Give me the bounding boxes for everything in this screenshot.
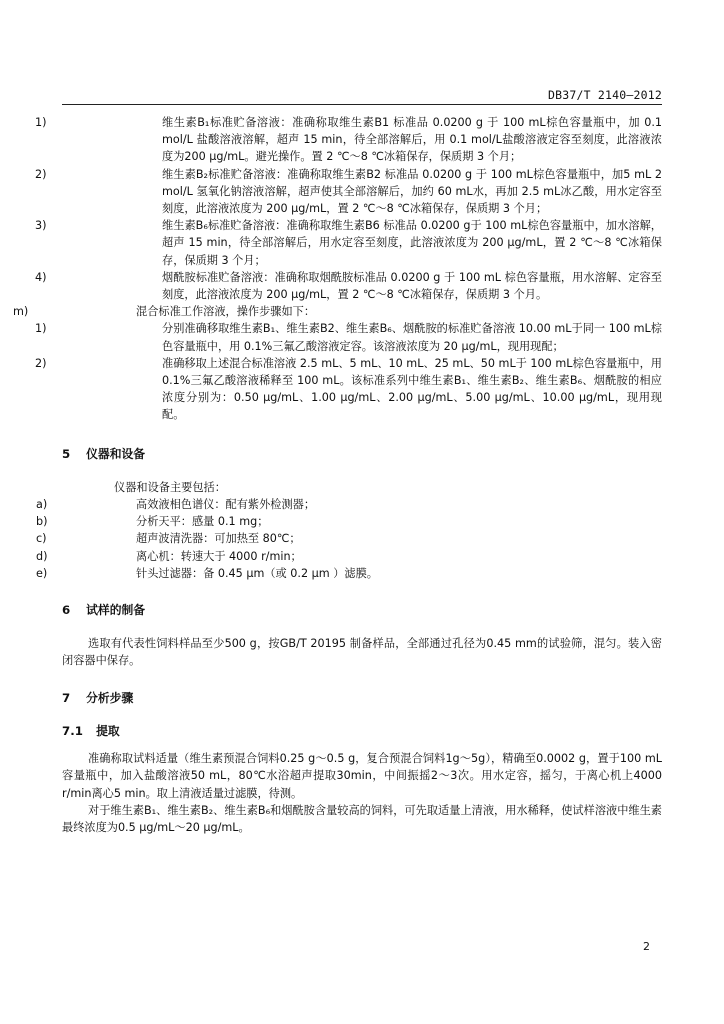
paragraph: [62, 802, 662, 836]
list-marker: m): [13, 305, 29, 319]
list-item: [35, 217, 662, 269]
section-title: 试样的制备: [86, 603, 146, 618]
list-item: [36, 530, 662, 547]
list-text: 高效液相色谱仪：配有紫外检测器；: [136, 498, 316, 512]
list-item: [35, 355, 662, 424]
list-text: 准确移取上述混合标准溶液 2.5 mL、5 mL、10 mL、25 mL、50 mL于 100 mL棕色容量瓶中，用 0.1%三氟乙酸溶液稀释至 100 mL。该标准系列中维生素B₁、维生素B₂、维生素B₆、烟酰胺的相应浓度分别为：0.50 μg/mL、1.00 μg/mL、2.00 μg/mL、5.00 μg/mL、10.00 μg/mL，现用现配。: [162, 356, 662, 422]
section-title: 提取: [96, 723, 120, 738]
page-number: 2: [643, 940, 650, 953]
section-title: 仪器和设备: [86, 446, 146, 461]
list-item: [36, 565, 662, 582]
list-item: [35, 166, 662, 218]
list-item: [35, 320, 662, 354]
paragraph: [62, 635, 662, 669]
list-item: [35, 114, 662, 166]
paragraph-text: 准确称取试料适量（维生素预混合饲料0.25 g～0.5 g，复合预混合饲料1g～5g），精确至0.0002 g，置于100 mL容量瓶中，加入盐酸溶液50 mL，80℃水浴超声提取30min，中间振摇2～3次。用水定容，摇匀，于离心机上4000 r/min离心5 min。取上清液适量过滤膜，待测。: [62, 752, 662, 800]
section-title: 分析步骤: [86, 690, 134, 705]
paragraph: [62, 479, 662, 496]
paragraph-text: 对于维生素B₁、维生素B₂、维生素B₆和烟酰胺含量较高的饲料，可先取适量上清液，用水稀释，使试样溶液中维生素最终浓度为0.5 μg/mL～20 μg/mL。: [62, 803, 662, 834]
section-heading: [62, 446, 662, 463]
document-code: DB37/T 2140—2012: [548, 88, 662, 102]
paragraph-text: 仪器和设备主要包括：: [114, 480, 226, 494]
list-marker: a): [36, 498, 48, 512]
list-text: 分析天平：感量 0.1 mg；: [136, 515, 269, 529]
list-marker: 3): [35, 219, 47, 233]
section-number: 7.1: [62, 723, 83, 738]
list-text: 混合标准工作溶液，操作步骤如下：: [136, 305, 316, 319]
list-text: 超声波清洗器：可加热至 80℃；: [136, 532, 301, 546]
list-marker: d): [36, 549, 48, 563]
header-rule: [62, 104, 662, 105]
list-item: [13, 303, 662, 320]
paragraph: [62, 750, 662, 802]
section-number: 7: [62, 690, 71, 705]
section-number: 6: [62, 603, 71, 618]
list-item: [35, 269, 662, 303]
list-item: [36, 548, 662, 565]
paragraph-text: 选取有代表性饲料样品至少500 g，按GB/T 20195 制备样品，全部通过孔径为0.45 mm的试验筛，混匀。装入密闭容器中保存。: [62, 637, 662, 668]
list-marker: 4): [35, 270, 47, 284]
list-marker: 2): [35, 167, 47, 181]
list-marker: 1): [35, 322, 47, 336]
list-text: 烟酰胺标准贮备溶液：准确称取烟酰胺标准品 0.0200 g 于 100 mL 棕色容量瓶，用水溶解、定容至刻度，此溶液浓度为 200 μg/mL，置 2 ℃～8 ℃冰箱保存，保质期 3 个月。: [162, 270, 662, 302]
list-marker: 1): [35, 116, 47, 129]
list-marker: 2): [35, 356, 47, 370]
document-body: [13, 114, 662, 836]
section-heading: [62, 690, 662, 707]
subsection-heading: [62, 723, 662, 740]
list-text: 针头过滤器：备 0.45 μm（或 0.2 μm ）滤膜。: [136, 566, 378, 580]
list-text: 维生素B₂标准贮备溶液：准确称取维生素B2 标准品 0.0200 g 于 100 mL棕色容量瓶中，加5 mL 2 mol/L 氢氧化钠溶液溶解，超声使其全部溶解后，加约 60 mL水，再加 2.5 mL冰乙酸，用水定容至刻度，此溶液浓度为 200 μg/mL，置 2 ℃～8 ℃冰箱保存，保质期 3 个月；: [162, 167, 662, 216]
section-number: 5: [62, 446, 71, 461]
list-item: [36, 513, 662, 530]
list-text: 分别准确移取维生素B₁、维生素B2、维生素B₆、烟酰胺的标准贮备溶液 10.00 mL于同一 100 mL棕色容量瓶中，用 0.1%三氟乙酸溶液定容。该溶液浓度为 20 μg/mL，现用现配；: [162, 322, 662, 353]
list-item: [36, 496, 662, 513]
list-marker: e): [36, 566, 48, 580]
list-text: 维生素B₆标准贮备溶液：准确称取维生素B6 标准品 0.0200 g于 100 mL棕色容量瓶中，加水溶解，超声 15 min，待全部溶解后，用水定容至刻度，此溶液浓度为 200 μg/mL，置 2 ℃～8 ℃冰箱保存，保质期 3 个月；: [162, 219, 662, 267]
list-marker: b): [36, 515, 48, 529]
section-heading: [62, 602, 662, 619]
list-text: 离心机：转速大于 4000 r/min；: [136, 549, 302, 563]
list-marker: c): [36, 532, 47, 546]
list-text: 维生素B₁标准贮备溶液：准确称取维生素B1 标准品 0.0200 g 于 100 mL棕色容量瓶中，加 0.1 mol/L 盐酸溶液溶解，超声 15 min，待全部溶解后，用 0.1 mol/L盐酸溶液定容至刻度，此溶液浓度为200 μg/mL。避光操作。置 2 ℃～8 ℃冰箱保存，保质期 3 个月；: [162, 116, 662, 164]
